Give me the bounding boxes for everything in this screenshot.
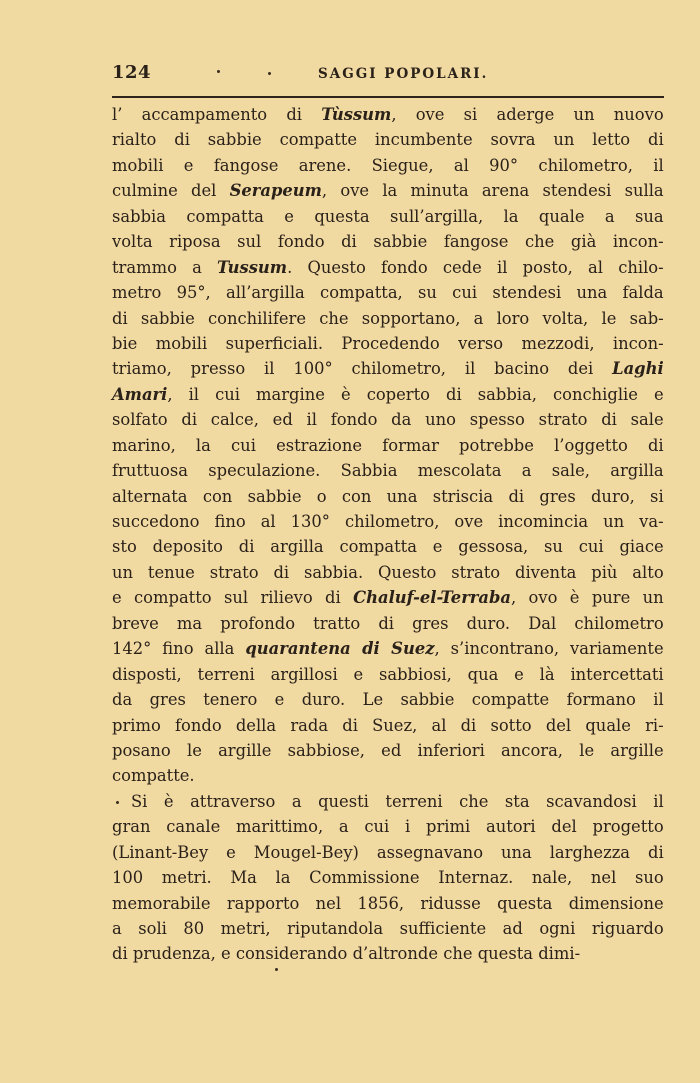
text-run: posano le argille sabbiose, ed inferiori ancora, le argille xyxy=(112,740,664,761)
text-line xyxy=(112,205,664,230)
text-line xyxy=(112,408,664,433)
text-run: gran canale marittimo, a cui i primi autori del progetto xyxy=(112,817,664,838)
page-speck xyxy=(116,801,119,804)
text-run: e compatto sul rilievo di xyxy=(112,588,354,609)
text-line xyxy=(112,790,664,815)
text-line xyxy=(112,688,664,713)
text-run: memorabile rapporto nel 1856, ridusse questa dimensione xyxy=(112,893,664,914)
text-line xyxy=(112,383,664,408)
text-run: (Linant-Bey e Mougel-Bey) assegnavano una larghezza di xyxy=(112,842,664,863)
text-line xyxy=(112,332,664,357)
text-line xyxy=(112,815,664,840)
text-run: di sabbie conchilifere che sopportano, a loro volta, le sab- xyxy=(112,308,664,329)
text-line xyxy=(112,103,664,128)
text-run: marino, la cui estrazione formar potrebbe l’oggetto di xyxy=(112,435,664,456)
text-line xyxy=(112,459,664,484)
text-run: volta riposa sul fondo di sabbie fangose che già incon- xyxy=(112,232,664,253)
text-run: 100 metri. Ma la Commissione Internaz. nale, nel suo xyxy=(112,868,664,889)
text-line xyxy=(112,485,664,510)
page-header xyxy=(112,62,664,86)
page-number: 124 xyxy=(112,62,152,83)
text-run: alternata con sabbie o con una striscia di gres duro, si xyxy=(112,486,664,507)
text-line xyxy=(112,256,664,281)
text-run: da gres tenero e duro. Le sabbie compatte formano il xyxy=(112,690,664,711)
text-run: l’ accampamento di xyxy=(112,105,322,125)
text-run: solfato di calce, ed il fondo da uno spesso strato di sale xyxy=(112,410,664,431)
text-run: un tenue strato di sabbia. Questo strato diventa più alto xyxy=(112,562,664,583)
text-line xyxy=(112,663,664,688)
text-run: culmine del xyxy=(112,181,230,202)
text-line xyxy=(112,357,664,382)
text-run: sto deposito di argilla compatta e gessosa, su cui giace xyxy=(112,537,664,558)
text-run: rialto di sabbie compatte incumbente sovra un letto di xyxy=(112,130,664,151)
body-text xyxy=(112,103,664,968)
text-run: sabbia compatta e questa sull’argilla, la quale a sua xyxy=(112,206,664,227)
italic-term: Serapeum xyxy=(229,181,322,202)
text-line xyxy=(112,179,664,204)
text-run: fruttuosa speculazione. Sabbia mescolata a sale, argilla xyxy=(112,461,664,482)
text-line xyxy=(112,739,664,764)
text-line xyxy=(112,637,664,662)
page-speck xyxy=(268,72,271,75)
text-line xyxy=(112,841,664,866)
text-run: a soli 80 metri, riputandola sufficiente ad ogni riguardo xyxy=(112,919,664,939)
text-run: primo fondo della rada di Suez, al di sotto del quale ri- xyxy=(112,715,664,736)
italic-term: Laghi xyxy=(612,359,664,380)
text-line xyxy=(112,128,664,153)
text-run: , s’incontrano, variamente xyxy=(434,639,664,660)
text-line xyxy=(112,892,664,917)
text-line xyxy=(112,942,664,967)
page-speck xyxy=(275,968,278,971)
text-run: trammo a xyxy=(112,257,218,278)
italic-term: Tussum xyxy=(217,257,288,278)
text-run: , ovo è pure un xyxy=(510,588,664,609)
italic-term: Amari xyxy=(112,384,168,405)
text-line xyxy=(112,230,664,255)
text-line xyxy=(112,714,664,739)
text-line xyxy=(112,866,664,891)
text-line xyxy=(112,612,664,637)
text-run: succedono fino al 130° chilometro, ove incomincia un va- xyxy=(112,512,664,532)
text-run: 142° fino alla xyxy=(112,639,246,660)
text-run: , il cui margine è coperto di sabbia, conchiglie e xyxy=(167,384,664,405)
text-run: breve ma profondo tratto di gres duro. Dal chilometro xyxy=(112,613,664,634)
text-run: compatte. xyxy=(112,766,195,787)
text-run: di prudenza, e considerando d’altronde che questa dimi- xyxy=(112,944,581,965)
italic-term: quarantena di Suez xyxy=(245,639,435,660)
text-run: , ove si aderge un nuovo xyxy=(391,105,664,125)
text-line xyxy=(112,535,664,560)
text-run: . Questo fondo cede il posto, al chilo- xyxy=(287,257,664,278)
text-line xyxy=(112,307,664,332)
header-rule xyxy=(112,96,664,98)
running-head: SAGGI POPOLARI. xyxy=(318,66,489,82)
text-line xyxy=(112,434,664,459)
italic-term: Chaluf-el-Terraba xyxy=(353,588,511,609)
italic-term: Tùssum xyxy=(321,105,392,125)
text-line xyxy=(112,510,664,535)
text-run: , ove la minuta arena stendesi sulla xyxy=(321,181,664,202)
text-line xyxy=(112,764,664,789)
text-line xyxy=(112,154,664,179)
text-run: metro 95°, all’argilla compatta, su cui stendesi una falda xyxy=(112,283,664,304)
text-line xyxy=(112,281,664,306)
text-line xyxy=(112,561,664,586)
text-line xyxy=(112,917,664,942)
text-run: Si è attraverso a questi terreni che sta scavandosi il xyxy=(131,791,664,812)
page-speck xyxy=(217,70,220,73)
text-run: triamo, presso il 100° chilometro, il bacino dei xyxy=(112,359,613,380)
text-run: bie mobili superficiali. Procedendo verso mezzodi, incon- xyxy=(112,333,664,354)
text-run: mobili e fangose arene. Siegue, al 90° chilometro, il xyxy=(112,155,664,176)
text-run: disposti, terreni argillosi e sabbiosi, qua e là intercettati xyxy=(112,664,664,685)
text-line xyxy=(112,586,664,611)
